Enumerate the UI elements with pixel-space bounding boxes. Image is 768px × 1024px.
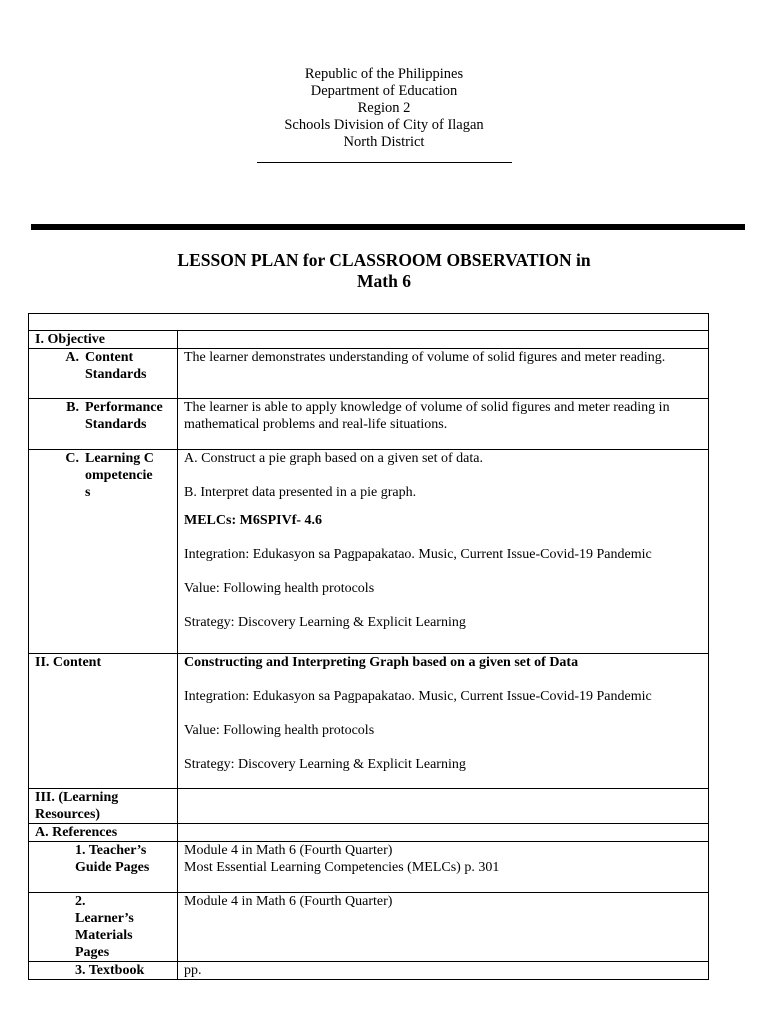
performance-standards-text: The learner is able to apply knowledge of volume of solid figures and meter reading in mathematical problems and real-life situations. (178, 399, 709, 450)
learning-competencies-label: Learning Competencies (85, 451, 154, 500)
lesson-plan-table (28, 313, 709, 980)
letterhead-line-district: North District (343, 134, 425, 150)
content-value: Value: Following health protocols (184, 723, 375, 738)
letterhead (0, 66, 768, 151)
competency-b: B. Interpret data presented in a pie graph. (184, 485, 417, 500)
table-row-learning-competencies (29, 450, 709, 654)
table-row-performance-standards (29, 399, 709, 450)
table-row-learners-materials (29, 893, 709, 962)
competency-a: A. Construct a pie graph based on a given set of data. (184, 451, 483, 466)
competency-value: Value: Following health protocols (184, 581, 375, 596)
learning-resources-label: III. (Learning Resources) (29, 789, 178, 824)
table-row-content-standards (29, 349, 709, 399)
letterhead-line-region: Region 2 (357, 100, 411, 116)
title-line-2: Math 6 (357, 271, 411, 291)
learners-materials-label: 2. Learner’s Materials Pages (75, 894, 134, 960)
learners-materials-text: Module 4 in Math 6 (Fourth Quarter) (178, 893, 709, 962)
letterhead-line-republic: Republic of the Philippines (304, 66, 464, 82)
content-heading: Constructing and Interpreting Graph based on a given set of Data (184, 655, 579, 670)
textbook-label: 3. Textbook (75, 963, 145, 978)
teachers-guide-label: 1. Teacher’s Guide Pages (75, 843, 150, 875)
objective-label: I. Objective (29, 331, 178, 349)
table-row-teachers-guide (29, 842, 709, 893)
table-row-objective (29, 331, 709, 349)
content-label: II. Content (29, 654, 178, 789)
content-standards-label: Content Standards (85, 350, 147, 382)
textbook-text: pp. (178, 962, 709, 980)
competency-strategy: Strategy: Discovery Learning & Explicit Learning (184, 615, 466, 630)
teachers-guide-line-2: Most Essential Learning Competencies (MELCs) p. 301 (184, 860, 500, 875)
references-label: A. References (35, 825, 118, 840)
header-divider (31, 224, 745, 230)
table-row-textbook (29, 962, 709, 980)
performance-standards-marker: B. (66, 400, 79, 415)
melcs-code: MELCs: M6SPIVf- 4.6 (184, 513, 323, 528)
document-title (0, 250, 768, 292)
learning-competencies-marker: C. (65, 451, 79, 466)
table-row-learning-resources (29, 789, 709, 824)
letterhead-underline (257, 162, 512, 163)
table-row-content (29, 654, 709, 789)
title-line-1: LESSON PLAN for CLASSROOM OBSERVATION in (177, 250, 591, 270)
teachers-guide-line-1: Module 4 in Math 6 (Fourth Quarter) (184, 843, 393, 858)
table-row-blank (29, 314, 709, 331)
letterhead-line-division: Schools Division of City of Ilagan (284, 117, 484, 133)
performance-standards-label: Performance Standards (85, 400, 163, 432)
content-standards-text: The learner demonstrates understanding of volume of solid figures and meter reading. (178, 349, 709, 399)
competency-integration: Integration: Edukasyon sa Pagpapakatao. Music, Current Issue-Covid-19 Pandemic (184, 547, 652, 562)
content-integration: Integration: Edukasyon sa Pagpapakatao. Music, Current Issue-Covid-19 Pandemic (184, 689, 652, 704)
letterhead-line-department: Department of Education (310, 83, 458, 99)
content-standards-marker: A. (65, 350, 79, 365)
table-row-references (29, 824, 709, 842)
content-strategy: Strategy: Discovery Learning & Explicit Learning (184, 757, 466, 772)
